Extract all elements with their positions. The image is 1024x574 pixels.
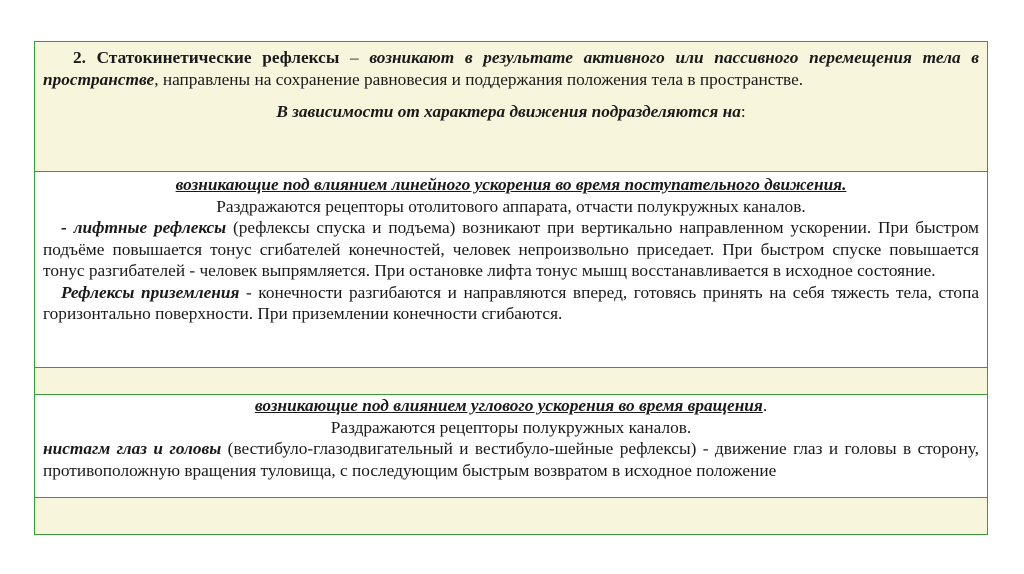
nystagmus-title: нистагм глаз и головы xyxy=(43,439,222,458)
linear-acceleration-cell xyxy=(35,171,987,367)
nystagmus-paragraph xyxy=(43,438,979,481)
angular-acceleration-cell xyxy=(35,394,987,497)
lift-reflexes-text: (рефлексы спуска и подъема) возникают при вертикально направленном ускорении. При быстром подъёме повышается тонус сгибателей конечностей, человек непроизвольно приседает. При быстром спуске повышается тонус разгибателей - человек выпрямляется. При остановке лифта тонус мышц восстанавливается в исходное состояние. xyxy=(43,218,979,280)
lift-reflexes-paragraph xyxy=(43,217,979,282)
spacer-row-1 xyxy=(35,367,987,394)
landing-reflexes-paragraph xyxy=(43,282,979,325)
intro-paragraph xyxy=(43,47,979,90)
dash: – xyxy=(339,48,370,67)
landing-reflexes-title: Рефлексы приземления xyxy=(61,282,240,302)
nystagmus-text: (вестибуло-глазодвигательный и вестибуло-шейные рефлексы) - движение глаз и головы в сторону, противоположную вращения туловища, с последующим быстрым возвратом в исходное положение xyxy=(43,439,979,480)
definition-rest: , направлены на сохранение равновесия и поддержания положения тела в пространстве. xyxy=(154,69,804,89)
spacer-row-2 xyxy=(35,497,987,534)
linear-receptors: Раздражаются рецепторы отолитового аппарата, отчасти полукружных каналов. xyxy=(216,196,806,216)
lift-reflexes-title: - лифтные рефлексы xyxy=(61,218,227,237)
linear-heading: возникающие под влиянием линейного ускорения во время поступательного движения. xyxy=(175,175,847,194)
landing-reflexes-text: - конечности разгибаются и направляются вперед, готовясь принять на себя тяжесть тела, стопа горизонтально поверхности. При приземлении конечности сгибаются. xyxy=(43,282,979,323)
intro-cell xyxy=(35,42,987,171)
classification-subtitle: В зависимости от характера движения подразделяются на: xyxy=(276,102,746,121)
reflex-table xyxy=(34,41,988,535)
section-title: 2. Статокинетические рефлексы xyxy=(73,48,340,67)
angular-receptors: Раздражаются рецепторы полукружных каналов. xyxy=(330,417,692,437)
angular-heading: возникающие под влиянием углового ускорения во время вращения. xyxy=(254,396,768,415)
definition-text: возникают в результате активного или пассивного перемещения тела в пространстве xyxy=(43,48,979,89)
